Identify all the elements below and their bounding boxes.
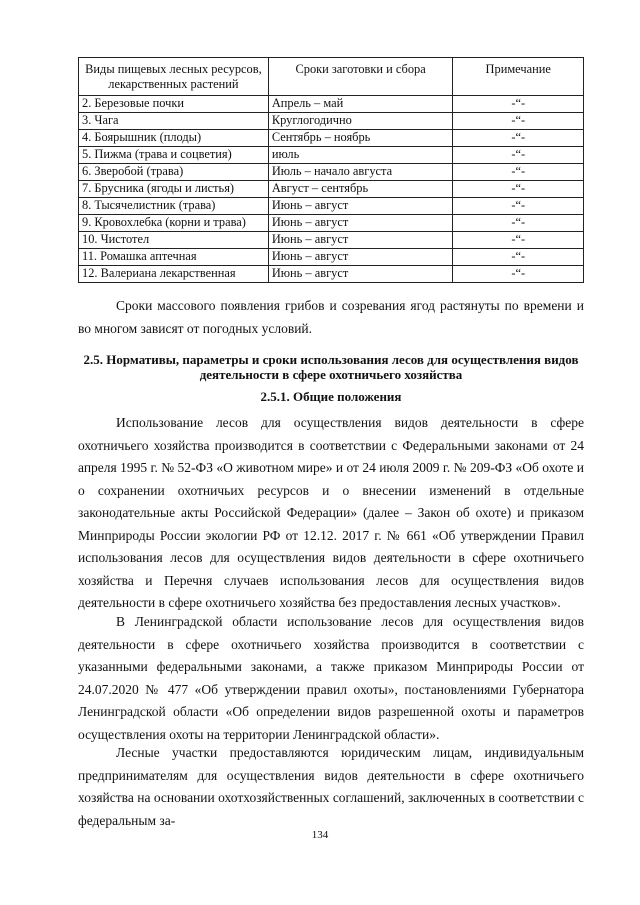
cell-resource: 2. Березовые почки: [79, 96, 269, 113]
cell-term: Август – сентябрь: [268, 181, 453, 198]
paragraph-hunting-law: Использование лесов для осуществления видов деятельности в сфере охотничьего хозяйства производится в соответствии с Федеральными законами от 24 апреля 1995 г. № 52-ФЗ «О животном мире» и от 24 июля 2009 г. № 209-ФЗ «Об охоте и о сохранении охотничьих ресурсов и о внесении изменений в отдельные законодательные акты Российской Федерации» (далее – Закон об охоте) и приказом Минприроды России экологии РФ от 12.12. 2017 г. № 661 «Об утверждении Правил использования лесов для осуществления видов деятельности в сфере охотничьего хозяйства и Перечня случаев использования лесов для осуществления видов деятельности в сфере охотничьего хозяйства без предоставления лесных участков».: [78, 415, 584, 610]
cell-term: Июнь – август: [268, 232, 453, 249]
cell-term: Сентябрь – ноябрь: [268, 130, 453, 147]
section-heading: 2.5. Нормативы, параметры и сроки использования лесов для осуществления видов деятельности в сфере охотничьего хозяйства: [83, 352, 579, 382]
cell-note: -“-: [453, 147, 584, 164]
cell-term: Июнь – август: [268, 215, 453, 232]
cell-resource: 8. Тысячелистник (трава): [79, 198, 269, 215]
subsection-heading: 2.5.1. Общие положения: [260, 389, 402, 404]
table-row: [79, 198, 584, 215]
page-number: 134: [311, 829, 329, 841]
paragraph-forest-plots: Лесные участки предоставляются юридическим лицам, индивидуальным предпринимателям для осуществления видов деятельности в сфере охотничьего хозяйства на основании охотхозяйственных соглашений, заключенных в соответствии с федеральным за-: [78, 745, 584, 828]
cell-resource: 9. Кровохлебка (корни и трава): [79, 215, 269, 232]
table-header-row: [79, 58, 584, 96]
forest-resources-table: [78, 57, 584, 283]
table-row: [79, 130, 584, 147]
cell-resource: 11. Ромашка аптечная: [79, 249, 269, 266]
cell-note: -“-: [453, 181, 584, 198]
cell-note: -“-: [453, 215, 584, 232]
column-header-terms: Сроки заготовки и сбора: [268, 58, 453, 96]
cell-term: Июнь – август: [268, 266, 453, 283]
cell-note: -“-: [453, 130, 584, 147]
cell-resource: 6. Зверобой (трава): [79, 164, 269, 181]
table-row: [79, 249, 584, 266]
cell-term: Круглогодично: [268, 113, 453, 130]
column-header-resources: Виды пищевых лесных ресурсов, лекарственных растений: [79, 58, 269, 96]
table-row: [79, 181, 584, 198]
cell-term: июль: [268, 147, 453, 164]
cell-resource: 10. Чистотел: [79, 232, 269, 249]
table-row: [79, 164, 584, 181]
table-row: [79, 96, 584, 113]
cell-resource: 5. Пижма (трава и соцветия): [79, 147, 269, 164]
cell-term: Июнь – август: [268, 249, 453, 266]
cell-note: -“-: [453, 96, 584, 113]
cell-resource: 4. Боярышник (плоды): [79, 130, 269, 147]
cell-note: -“-: [453, 164, 584, 181]
cell-note: -“-: [453, 113, 584, 130]
cell-resource: 7. Брусника (ягоды и листья): [79, 181, 269, 198]
cell-note: -“-: [453, 249, 584, 266]
table-row: [79, 113, 584, 130]
table-row: [79, 266, 584, 283]
paragraph-mushrooms-berries: Сроки массового появления грибов и созревания ягод растянуты по времени и во многом зависят от погодных условий.: [78, 298, 584, 336]
cell-note: -“-: [453, 198, 584, 215]
cell-resource: 3. Чага: [79, 113, 269, 130]
cell-term: Апрель – май: [268, 96, 453, 113]
table-row: [79, 147, 584, 164]
table-row: [79, 232, 584, 249]
cell-note: -“-: [453, 232, 584, 249]
cell-term: Июнь – август: [268, 198, 453, 215]
cell-note: -“-: [453, 266, 584, 283]
paragraph-leningrad-region: В Ленинградской области использование лесов для осуществления видов деятельности в сфере охотничьего хозяйства производится в соответствии с указанными федеральными законами, а также приказом Минприроды России от 24.07.2020 № 477 «Об утверждении правил охоты», постановлениями Губернатора Ленинградской области «Об определении видов разрешенной охоты и параметров осуществления охоты на территории Ленинградской области».: [78, 614, 584, 742]
table-row: [79, 215, 584, 232]
cell-resource: 12. Валериана лекарственная: [79, 266, 269, 283]
cell-term: Июль – начало августа: [268, 164, 453, 181]
column-header-note: Примечание: [453, 58, 584, 96]
